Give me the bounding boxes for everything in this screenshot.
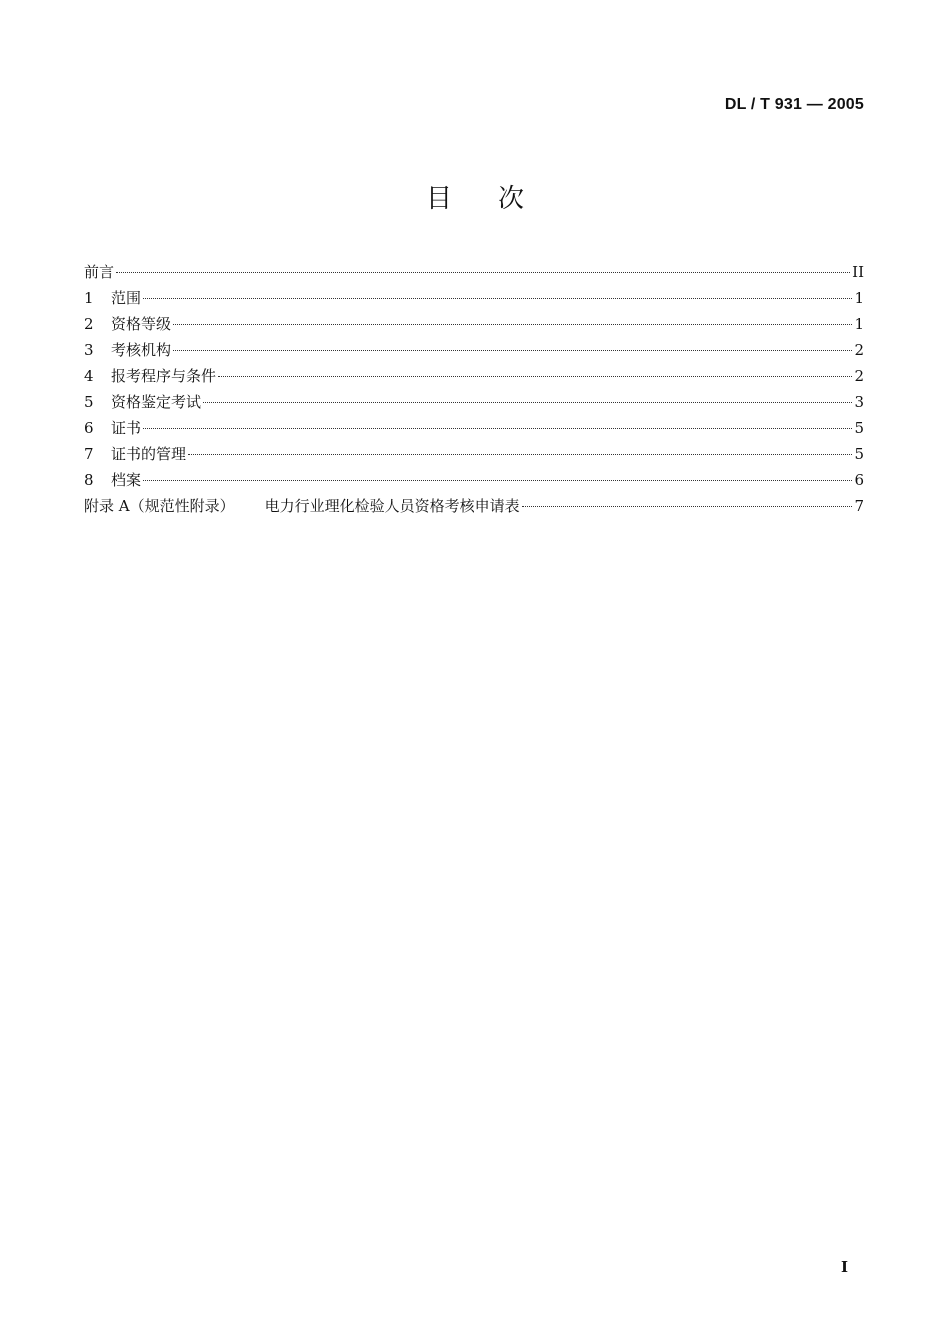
toc-entry-page: 1 (854, 289, 864, 307)
toc-leader (173, 324, 852, 325)
toc-entry-label: 资格等级 (111, 315, 172, 333)
toc-leader (218, 376, 852, 377)
toc-entry-1[interactable] (84, 285, 864, 311)
toc-entry-page: 5 (854, 445, 864, 463)
toc-entry-preface[interactable] (84, 259, 864, 285)
toc-appendix-title: 电力行业理化检验人员资格考核申请表 (264, 497, 520, 515)
title-char: 目 (425, 184, 452, 214)
toc-leader (143, 428, 852, 429)
toc-entry-8[interactable] (84, 467, 864, 493)
toc-entry-3[interactable] (84, 337, 864, 363)
toc-entry-page: 5 (854, 419, 864, 437)
toc-entry-label: 考核机构 (111, 341, 172, 359)
toc-entry-5[interactable] (84, 389, 864, 415)
toc-entry-number: 2 (84, 315, 94, 333)
toc-leader (143, 298, 852, 299)
toc-leader (203, 402, 852, 403)
toc-entry-number: 6 (84, 419, 94, 437)
toc-entry-appendix-a[interactable] (84, 493, 864, 519)
toc-entry-7[interactable] (84, 441, 864, 467)
toc-entry-label: 前言 (84, 263, 115, 281)
toc-leader (188, 454, 852, 455)
toc-entry-label: 报考程序与条件 (111, 367, 217, 385)
toc-entry-number: 5 (84, 393, 94, 411)
toc-entry-page: 6 (854, 471, 864, 489)
standard-code: DL / T 931 — 2005 (724, 96, 864, 113)
toc-entry-label: 档案 (111, 471, 142, 489)
toc-entry-6[interactable] (84, 415, 864, 441)
toc-entry-number: 4 (84, 367, 94, 385)
toc-entry-2[interactable] (84, 311, 864, 337)
toc-appendix-label: 附录 A（规范性附录） (84, 497, 235, 515)
page-number: I (840, 1258, 848, 1276)
toc-entry-page: 2 (854, 341, 864, 359)
toc-entry-page: 2 (854, 367, 864, 385)
toc-entry-label: 范围 (111, 289, 142, 307)
page-title (0, 178, 950, 215)
toc-leader (116, 272, 850, 273)
toc-entry-page: 3 (854, 393, 864, 411)
toc-entry-number: 8 (84, 471, 94, 489)
toc-entry-number: 1 (84, 289, 94, 307)
toc-leader (143, 480, 852, 481)
toc-entry-number: 7 (84, 445, 94, 463)
toc-entry-page: II (852, 263, 864, 281)
title-char: 次 (498, 184, 525, 214)
toc-entry-label: 证书的管理 (111, 445, 187, 463)
toc-entry-page: 7 (854, 497, 864, 515)
toc-entry-number: 3 (84, 341, 94, 359)
toc-entry-label: 证书 (111, 419, 142, 437)
toc-entry-4[interactable] (84, 363, 864, 389)
table-of-contents (84, 259, 864, 519)
toc-entry-label: 资格鉴定考试 (111, 393, 202, 411)
toc-leader (173, 350, 852, 351)
toc-entry-page: 1 (854, 315, 864, 333)
toc-leader (522, 506, 853, 507)
